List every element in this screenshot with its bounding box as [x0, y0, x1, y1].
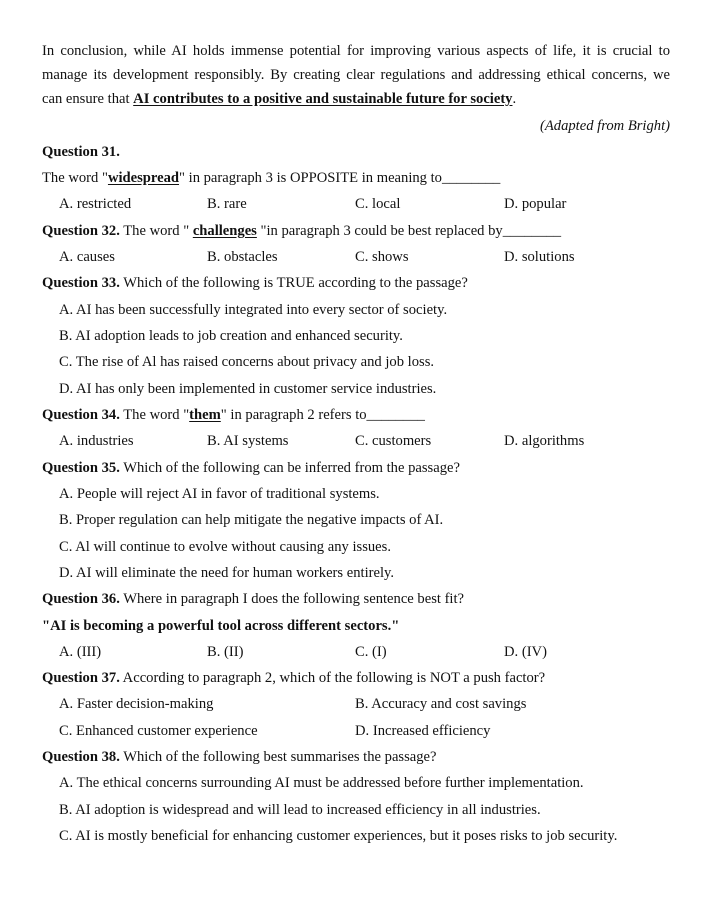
question-33-option-c: C. The rise of Al has raised concerns about privacy and job loss. — [59, 354, 435, 370]
question-35-option-c: C. Al will continue to evolve without causing any issues. — [59, 539, 391, 555]
question-32-stem-post: "in paragraph 3 could be best replaced by________ — [256, 223, 562, 239]
question-32-number: Question 32. — [42, 223, 120, 239]
question-31-options — [59, 195, 694, 213]
question-31-option-b: B. rare — [207, 196, 247, 212]
question-35-option-a: A. People will reject AI in favor of traditional systems. — [59, 486, 380, 502]
question-35-option-d: D. AI will eliminate the need for human workers entirely. — [59, 565, 395, 581]
conclusion-line-1: In conclusion, while AI holds immense potential for improving various aspects of life, it is crucial to — [42, 43, 670, 59]
question-35-text: Which of the following can be inferred from the passage? — [119, 460, 460, 476]
question-36-option-c: C. (I) — [355, 644, 387, 660]
question-38-text: Which of the following best summarises the passage? — [119, 749, 437, 765]
question-37-option-a: A. Faster decision-making — [59, 696, 214, 712]
question-31-number: Question 31. — [42, 144, 120, 160]
question-33-number: Question 33. — [42, 275, 120, 291]
question-36-number: Question 36. — [42, 591, 120, 607]
question-35-stem — [42, 459, 670, 477]
question-31-stem-pre: The word " — [42, 170, 108, 186]
conclusion-line-3-text: can ensure that — [42, 91, 134, 107]
question-36-option-d: D. (IV) — [504, 644, 547, 660]
question-36-stem — [42, 590, 670, 608]
question-32-keyword: challenges — [192, 223, 257, 239]
question-38-option-b: B. AI adoption is widespread and will lead to increased efficiency in all industries. — [59, 802, 541, 818]
question-32-option-a: A. causes — [59, 249, 115, 265]
question-37-number: Question 37. — [42, 670, 120, 686]
question-32-option-b: B. obstacles — [207, 249, 278, 265]
question-34-stem-post: " in paragraph 2 refers to________ — [220, 407, 425, 423]
question-38-number: Question 38. — [42, 749, 120, 765]
question-37-option-c: C. Enhanced customer experience — [59, 723, 258, 739]
question-37-option-b: B. Accuracy and cost savings — [355, 696, 527, 712]
question-34-stem — [42, 406, 670, 424]
conclusion-period: . — [512, 91, 517, 107]
question-38-option-c: C. AI is mostly beneficial for enhancing customer experiences, but it poses risks to job security. — [59, 828, 618, 844]
question-31-stem — [42, 169, 670, 187]
question-36-option-a: A. (III) — [59, 644, 102, 660]
question-33-option-a: A. AI has been successfully integrated into every sector of society. — [59, 302, 448, 318]
question-33-stem — [42, 274, 670, 292]
question-36-text: Where in paragraph I does the following sentence best fit? — [119, 591, 465, 607]
conclusion-highlight: AI contributes to a positive and sustainable future for society — [133, 91, 513, 107]
question-32-stem — [42, 222, 670, 240]
question-34-option-a: A. industries — [59, 433, 134, 449]
question-36-quote: "AI is becoming a powerful tool across different sectors." — [42, 618, 400, 634]
question-37-options-row-2 — [59, 722, 694, 740]
conclusion-line-2: manage its development responsibly. By creating clear regulations and addressing ethical concerns, we — [42, 67, 670, 83]
question-32-options — [59, 248, 694, 266]
question-31-option-a: A. restricted — [59, 196, 132, 212]
question-36-options — [59, 643, 694, 661]
question-34-number: Question 34. — [42, 407, 120, 423]
question-34-option-b: B. AI systems — [207, 433, 289, 449]
question-34-keyword: them — [189, 407, 221, 423]
question-32-stem-pre: The word " — [119, 223, 193, 239]
question-31-option-d: D. popular — [504, 196, 567, 212]
question-33-option-b: B. AI adoption leads to job creation and enhanced security. — [59, 328, 403, 344]
question-34-stem-pre: The word " — [119, 407, 190, 423]
question-34-option-d: D. algorithms — [504, 433, 585, 449]
question-31-option-c: C. local — [355, 196, 401, 212]
question-33-text: Which of the following is TRUE according to the passage? — [119, 275, 468, 291]
question-34-options — [59, 432, 694, 450]
question-33-option-d: D. AI has only been implemented in customer service industries. — [59, 381, 437, 397]
question-34-option-c: C. customers — [355, 433, 432, 449]
question-37-option-d: D. Increased efficiency — [355, 723, 491, 739]
question-32-option-c: C. shows — [355, 249, 409, 265]
question-35-number: Question 35. — [42, 460, 120, 476]
conclusion-line-3 — [42, 90, 670, 108]
question-37-options-row-1 — [59, 695, 694, 713]
question-38-option-a: A. The ethical concerns surrounding AI must be addressed before further implementation. — [59, 775, 584, 791]
question-38-stem — [42, 748, 670, 766]
question-32-option-d: D. solutions — [504, 249, 575, 265]
question-31-stem-post: " in paragraph 3 is OPPOSITE in meaning to________ — [179, 170, 501, 186]
question-37-text: According to paragraph 2, which of the following is NOT a push factor? — [119, 670, 546, 686]
question-31-keyword: widespread — [107, 170, 180, 186]
question-37-stem — [42, 669, 670, 687]
source-citation: (Adapted from Bright) — [540, 118, 670, 134]
question-36-option-b: B. (II) — [207, 644, 244, 660]
question-35-option-b: B. Proper regulation can help mitigate the negative impacts of AI. — [59, 512, 444, 528]
